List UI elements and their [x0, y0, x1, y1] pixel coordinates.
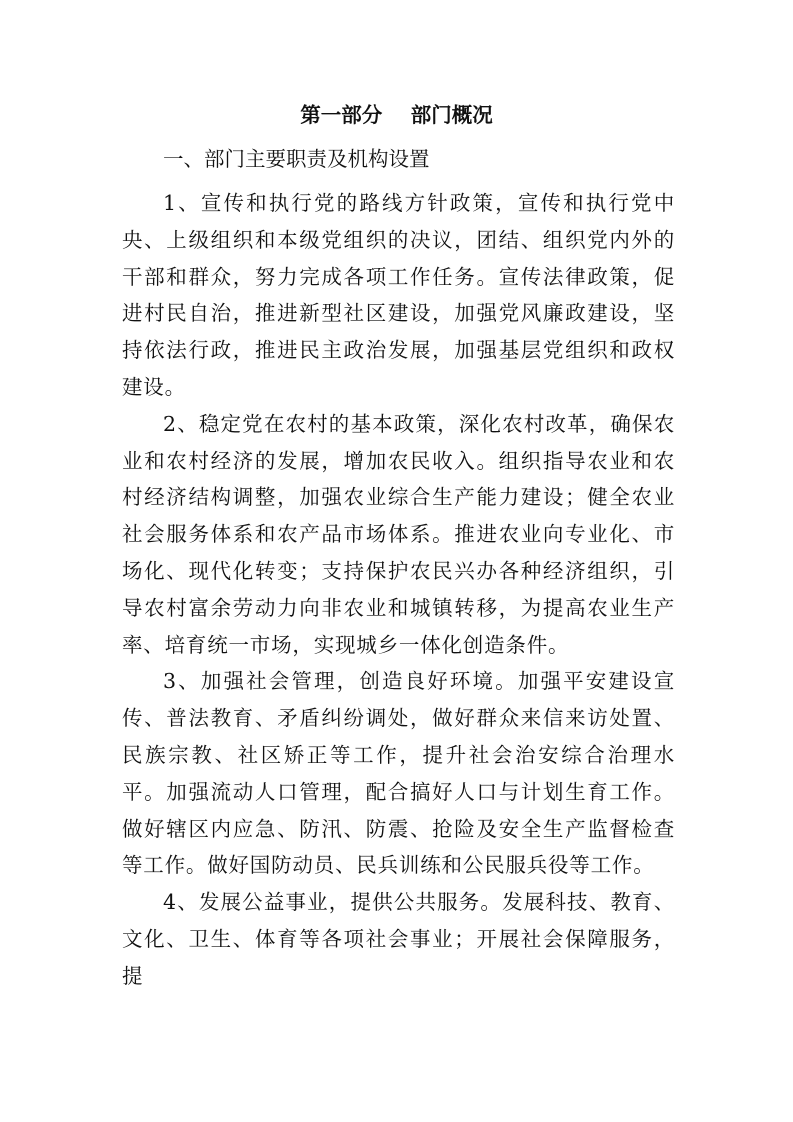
paragraph-duty-4: 4、发展公益事业，提供公共服务。发展科技、教育、文化、卫生、体育等各项社会事业；开展社会保障服务，提 [122, 890, 675, 988]
paragraph-duty-1: 1、宣传和执行党的路线方针政策，宣传和执行党中央、上级组织和本级党组织的决议，团结、组织党内外的干部和群众，努力完成各项工作任务。宣传法律政策，促进村民自治，推进新型社区建设，加强党风廉政建设，坚持依法行政，推进民主政治发展，加强基层党组织和政权建设。 [122, 191, 675, 399]
paragraph-duty-2: 2、稳定党在农村的基本政策，深化农村改革，确保农业和农村经济的发展，增加农民收入。组织指导农业和农村经济结构调整，加强农业综合生产能力建设；健全农业社会服务体系和农产品市场体系。推进农业向专业化、市场化、现代化转变；支持保护农民兴办各种经济组织，引导农村富余劳动力向非农业和城镇转移，为提高农业生产率、培育统一市场，实现城乡一体化创造条件。 [122, 411, 675, 657]
paragraph-duty-3: 3、加强社会管理，创造良好环境。加强平安建设宣传、普法教育、矛盾纠纷调处，做好群众来信来访处置、民族宗教、社区矫正等工作，提升社会治安综合治理水平。加强流动人口管理，配合搞好人口与计划生育工作。做好辖区内应急、防汛、防震、抢险及安全生产监督检查等工作。做好国防动员、民兵训练和公民服兵役等工作。 [122, 669, 675, 878]
section-heading: 一、部门主要职责及机构设置 [163, 147, 430, 171]
page-title: 第一部分 部门概况 [300, 103, 493, 127]
document-body [122, 141, 675, 995]
